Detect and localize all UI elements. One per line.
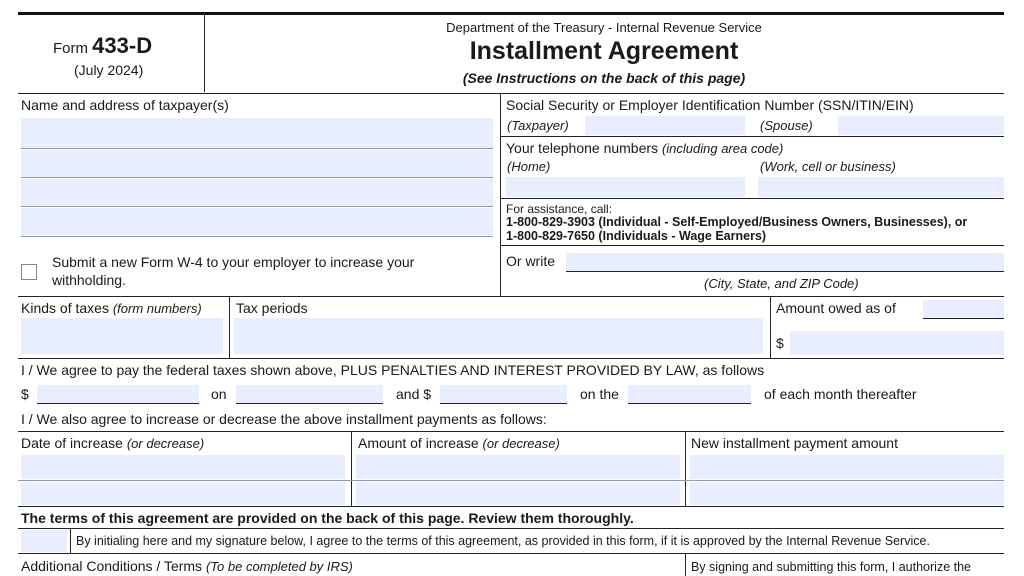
taxes-divider-2 (770, 296, 771, 358)
new-payment-amount-header: New installment payment amount (691, 435, 898, 451)
kinds-of-taxes-text: Kinds of taxes (21, 300, 109, 316)
payment-amount-field[interactable] (37, 385, 199, 404)
name-rule-1 (21, 148, 493, 149)
amount-owed-label: Amount owed as of (776, 300, 896, 316)
initials-field[interactable] (21, 530, 67, 552)
or-write-label: Or write (506, 253, 555, 269)
date-of-increase-header (21, 435, 204, 451)
page-subtitle: (See Instructions on the back of this page) (462, 70, 746, 86)
kinds-of-taxes-label (21, 300, 202, 316)
assistance-line-3: 1-800-829-7650 (Individuals - Wage Earners) (506, 229, 767, 243)
increase-line: I / We also agree to increase or decrease the above installment payments as follows: (21, 411, 547, 427)
page-title: Installment Agreement (469, 37, 739, 65)
tax-periods-label: Tax periods (236, 300, 308, 316)
ssn-taxpayer-field[interactable] (585, 116, 745, 135)
increase-row-rule (18, 480, 1004, 481)
form-number (53, 33, 152, 59)
agency-name: Department of the Treasury - Internal Revenue Service (446, 20, 762, 35)
name-address-line-2[interactable] (21, 150, 493, 177)
increase-date-row-1[interactable] (21, 455, 345, 479)
amount-owed-field[interactable] (790, 331, 1004, 355)
each-month-label: of each month thereafter (764, 386, 917, 402)
phone-home-label: (Home) (507, 159, 551, 174)
agreement-line: I / We agree to pay the federal taxes shown above, PLUS PENALTIES AND INTEREST PROVIDED BY LAW, as follows (21, 362, 765, 378)
name-address-line-3[interactable] (21, 179, 493, 206)
header-bottom-rule (18, 93, 1004, 94)
terms-notice: The terms of this agreement are provided on the back of this page. Review them thoroughly. (21, 510, 634, 526)
form-prefix: Form (53, 40, 88, 57)
initial-agreement-text: By initialing here and my signature below, I agree to the terms of this agreement, as provided in this form, if it is approved by the Internal Revenue Service. (76, 534, 930, 548)
ssn-bottom-rule (500, 136, 1004, 137)
payment-and-dollar-label: and $ (396, 386, 432, 402)
form-number-value: 433-D (92, 33, 153, 58)
phone-label-note: (including area code) (661, 141, 784, 156)
section-rule-taxes (18, 296, 1004, 297)
amount-of-increase-header (358, 435, 560, 451)
date-of-increase-note: (or decrease) (126, 436, 205, 451)
name-rule-2 (21, 177, 493, 178)
w4-text: Submit a new Form W-4 to your employer to increase your withholding. (52, 254, 415, 288)
signing-authorization-text: By signing and submitting this form, I authorize the (691, 560, 972, 574)
top-border (18, 12, 1004, 15)
monthly-day-field[interactable] (628, 385, 751, 404)
amount-owed-date-field[interactable] (923, 300, 1004, 319)
increase-date-row-2[interactable] (21, 482, 345, 505)
initial-box-bottom-rule (18, 553, 1004, 554)
kinds-of-taxes-field[interactable] (21, 318, 223, 354)
name-address-label: Name and address of taxpayer(s) (21, 97, 229, 113)
payment-dollar: $ (21, 386, 29, 402)
phone-home-field[interactable] (506, 177, 745, 197)
increase-divider-2 (685, 431, 686, 506)
increase-table-bottom-rule (18, 506, 1004, 507)
new-amount-row-2[interactable] (690, 482, 1004, 505)
taxpayer-column-divider (500, 93, 501, 296)
payment-start-date-field[interactable] (236, 385, 383, 404)
kinds-of-taxes-note: (form numbers) (112, 301, 202, 316)
amount-owed-dollar: $ (776, 335, 784, 351)
name-rule-4 (21, 236, 493, 237)
phone-label-text: Your telephone numbers (506, 140, 659, 156)
new-amount-row-1[interactable] (690, 455, 1004, 479)
section-rule-agreement (18, 358, 1004, 359)
name-address-line-4[interactable] (21, 208, 493, 235)
payment-on-the-label: on the (580, 386, 619, 402)
increase-table-top-rule (18, 431, 1004, 432)
or-write-address-field[interactable] (566, 253, 1004, 272)
date-of-increase-text: Date of increase (21, 435, 123, 451)
ssn-taxpayer-label: (Taxpayer) (507, 118, 569, 133)
monthly-amount-field[interactable] (440, 385, 567, 404)
initial-box-top-rule (18, 528, 1004, 529)
assistance-line-1: For assistance, call: (506, 202, 613, 216)
increase-amount-row-1[interactable] (356, 455, 680, 479)
additional-conditions-label (21, 558, 353, 574)
phone-bottom-rule (500, 198, 1004, 199)
phone-work-field[interactable] (758, 177, 1004, 197)
amount-of-increase-text: Amount of increase (358, 435, 479, 451)
w4-checkbox[interactable] (21, 264, 37, 280)
name-rule-3 (21, 206, 493, 207)
tax-periods-field[interactable] (234, 318, 763, 354)
additional-conditions-note: (To be completed by IRS) (205, 559, 353, 574)
increase-amount-row-2[interactable] (356, 482, 680, 505)
additional-divider (685, 553, 686, 576)
city-state-zip-label: (City, State, and ZIP Code) (704, 276, 859, 291)
ssn-label: Social Security or Employer Identification Number (SSN/ITIN/EIN) (506, 97, 914, 113)
taxes-divider-1 (229, 296, 230, 358)
assistance-line-2: 1-800-829-3903 (Individual - Self-Employed/Business Owners, Businesses), or (506, 215, 968, 229)
initial-box-divider (70, 528, 71, 554)
name-address-line-1[interactable] (21, 118, 493, 148)
form-date: (July 2024) (74, 62, 144, 78)
additional-conditions-text: Additional Conditions / Terms (21, 558, 203, 574)
ssn-spouse-label: (Spouse) (760, 118, 813, 133)
phone-work-label: (Work, cell or business) (760, 159, 896, 174)
phone-label (506, 140, 783, 156)
increase-divider-1 (351, 431, 352, 506)
ssn-spouse-field[interactable] (838, 116, 1004, 135)
assistance-bottom-rule (500, 245, 1004, 246)
amount-of-increase-note: (or decrease) (482, 436, 560, 451)
payment-on-label: on (211, 386, 227, 402)
